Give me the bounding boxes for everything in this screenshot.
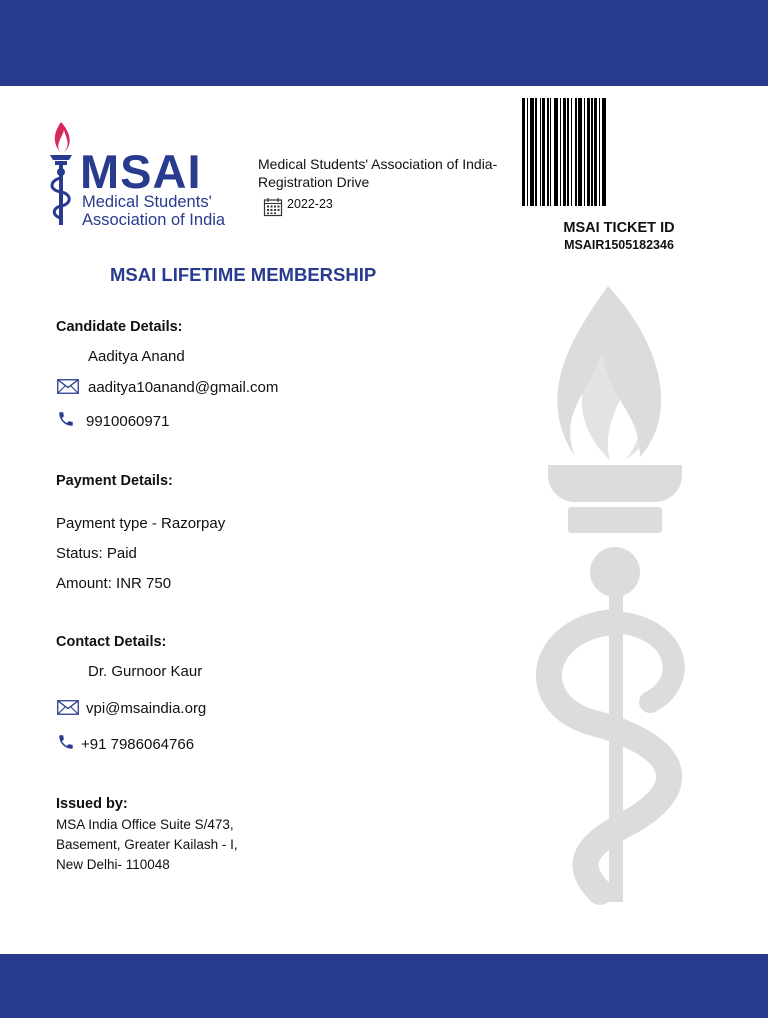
org-line-1: Medical Students' Association of India- — [258, 156, 498, 172]
contact-email: vpi@msaindia.org — [86, 700, 207, 717]
membership-title: MSAI LIFETIME MEMBERSHIP — [110, 264, 377, 285]
contact-name: Dr. Gurnoor Kaur — [88, 663, 203, 680]
payment-status: Status: Paid — [56, 545, 137, 562]
issued-address-line-1: MSA India Office Suite S/473, — [56, 817, 234, 832]
registration-year: 2022-23 — [287, 197, 333, 211]
candidate-email: aaditya10anand@gmail.com — [88, 379, 279, 396]
ticket-id-label: MSAI TICKET ID — [563, 220, 675, 236]
logo-line-1: Medical Students' — [82, 193, 212, 211]
bottom-banner — [0, 954, 768, 1018]
torch-serpent-icon — [44, 120, 78, 228]
payment-amount: Amount: INR 750 — [56, 575, 172, 592]
barcode — [522, 98, 712, 206]
contact-heading: Contact Details: — [56, 634, 167, 650]
candidate-name: Aaditya Anand — [88, 348, 185, 365]
logo-acronym: MSAI — [80, 145, 202, 198]
payment-heading: Payment Details: — [56, 473, 173, 489]
candidate-heading: Candidate Details: — [56, 319, 183, 335]
logo-line-2: Association of India — [82, 211, 226, 229]
phone-icon — [57, 410, 75, 428]
issued-address-line-2: Basement, Greater Kailash - I, — [56, 837, 238, 852]
calendar-icon — [263, 197, 283, 217]
contact-phone: +91 7986064766 — [81, 736, 195, 753]
email-icon — [57, 379, 79, 394]
org-line-2: Registration Drive — [258, 174, 370, 190]
candidate-phone: 9910060971 — [86, 413, 170, 430]
issued-address-line-3: New Delhi- 110048 — [56, 857, 170, 872]
issued-heading: Issued by: — [56, 796, 128, 812]
phone-icon — [57, 733, 75, 751]
top-banner — [0, 0, 768, 86]
ticket-id-value: MSAIR1505182346 — [564, 238, 674, 252]
payment-type: Payment type - Razorpay — [56, 515, 226, 532]
watermark-emblem — [530, 282, 700, 907]
msai-logo — [44, 120, 244, 230]
email-icon — [57, 700, 79, 715]
